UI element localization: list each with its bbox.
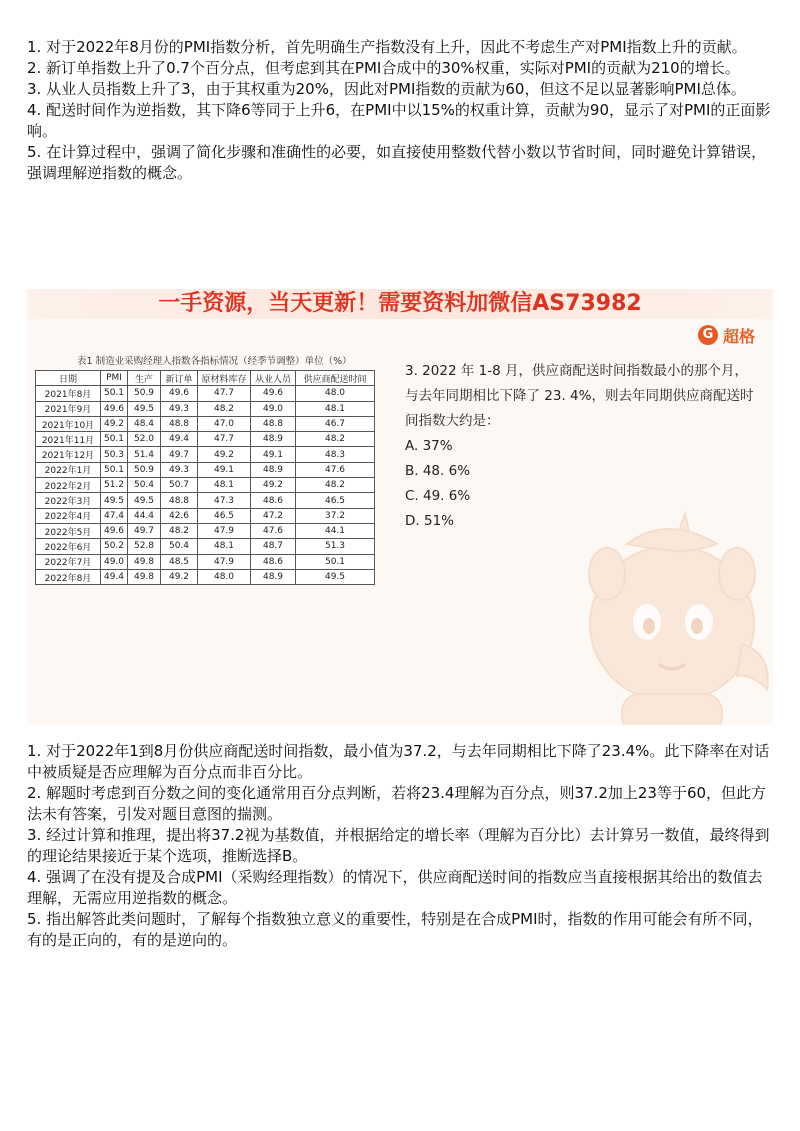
table-cell: 49.2 (198, 447, 251, 462)
table-cell: 49.6 (101, 523, 128, 538)
column-header: 从业人员 (251, 371, 296, 386)
table-cell: 48.6 (251, 554, 296, 569)
table-row (36, 462, 375, 477)
table-header-row (36, 371, 375, 386)
table-cell: 49.3 (161, 401, 198, 416)
note-paragraph: 2. 解题时考虑到百分数之间的变化通常用百分点判断，若将23.4理解为百分点，则37.2加上23等于60，但此方法未有答案，引发对题目意图的揣测。 (27, 784, 767, 823)
table-cell: 47.9 (198, 554, 251, 569)
table-cell: 51.4 (128, 447, 161, 462)
table-cell: 47.9 (198, 523, 251, 538)
table-row (36, 386, 375, 401)
table-cell: 50.9 (128, 462, 161, 477)
table-cell: 48.8 (251, 416, 296, 431)
table-row (36, 569, 375, 584)
table-cell: 48.2 (198, 401, 251, 416)
table-cell: 49.6 (161, 386, 198, 401)
table-cell: 49.1 (251, 447, 296, 462)
note-paragraph: 3. 经过计算和推理，提出将37.2视为基数值，并根据给定的增长率（理解为百分比）去计算另一数值，最终得到的理论结果接近于某个选项，推断选择B。 (27, 826, 770, 865)
table-cell: 48.9 (251, 462, 296, 477)
note-paragraph: 3. 从业人员指数上升了3，由于其权重为20%，因此对PMI指数的贡献为60，但这不足以显著影响PMI总体。 (27, 80, 746, 98)
table-cell: 49.8 (128, 569, 161, 584)
answer-option: C. 49. 6% (405, 488, 471, 504)
row-date-cell: 2022年3月 (36, 493, 101, 508)
row-date-cell: 2022年4月 (36, 508, 101, 523)
pmi-data-table (35, 370, 375, 585)
note-paragraph: 2. 新订单指数上升了0.7个百分点，但考虑到其在PMI合成中的30%权重，实际对PMI的贡献为210的增长。 (27, 59, 740, 77)
table-cell: 49.2 (251, 478, 296, 493)
table-cell: 48.4 (128, 416, 161, 431)
table-cell: 46.5 (198, 508, 251, 523)
table-cell: 49.4 (101, 569, 128, 584)
table-cell: 50.1 (101, 386, 128, 401)
table-cell: 49.0 (101, 554, 128, 569)
table-cell: 51.2 (101, 478, 128, 493)
table-cell: 46.5 (296, 493, 375, 508)
note-paragraph: 5. 在计算过程中，强调了简化步骤和准确性的必要，如直接使用整数代替小数以节省时间，同时避免计算错误，强调理解逆指数的概念。 (27, 143, 767, 182)
table-row (36, 493, 375, 508)
table-cell: 48.1 (198, 539, 251, 554)
table-row (36, 508, 375, 523)
brand-logo-text: 超格 (722, 326, 755, 346)
table-cell: 48.1 (198, 478, 251, 493)
table-cell: 50.4 (161, 539, 198, 554)
table-cell: 49.2 (161, 569, 198, 584)
table-cell: 49.0 (251, 401, 296, 416)
row-date-cell: 2021年12月 (36, 447, 101, 462)
column-header: 日期 (36, 371, 101, 386)
answer-option: B. 48. 6% (405, 463, 471, 479)
note-paragraph: 1. 对于2022年8月份的PMI指数分析，首先明确生产指数没有上升，因此不考虑生产对PMI指数上升的贡献。 (27, 38, 747, 56)
table-cell: 42.6 (161, 508, 198, 523)
note-paragraph: 4. 配送时间作为逆指数，其下降6等同于上升6，在PMI中以15%的权重计算，贡献为90，显示了对PMI的正面影响。 (27, 101, 771, 140)
table-cell: 44.4 (128, 508, 161, 523)
table-cell: 47.2 (251, 508, 296, 523)
row-date-cell: 2022年7月 (36, 554, 101, 569)
row-date-cell: 2021年8月 (36, 386, 101, 401)
summary-notes-bottom (27, 741, 775, 951)
table-cell: 50.2 (101, 539, 128, 554)
table-cell: 37.2 (296, 508, 375, 523)
note-paragraph: 4. 强调了在没有提及合成PMI（采购经理指数）的情况下，供应商配送时间的指数应当直接根据其给出的数值去理解，无需应用逆指数的概念。 (27, 868, 763, 907)
table-cell: 46.7 (296, 416, 375, 431)
table-cell: 47.7 (198, 432, 251, 447)
row-date-cell: 2021年10月 (36, 416, 101, 431)
note-paragraph: 5. 指出解答此类问题时，了解每个指数独立意义的重要性，特别是在合成PMI时，指数的作用可能会有所不同，有的是正向的，有的是逆向的。 (27, 910, 763, 949)
table-cell: 50.1 (296, 554, 375, 569)
table-cell: 50.7 (161, 478, 198, 493)
table-cell: 48.1 (296, 401, 375, 416)
question-image-card (27, 289, 773, 725)
table-row (36, 432, 375, 447)
table-cell: 47.6 (251, 523, 296, 538)
table-cell: 47.6 (296, 462, 375, 477)
table-cell: 49.2 (101, 416, 128, 431)
column-header: 生产 (128, 371, 161, 386)
table-cell: 47.3 (198, 493, 251, 508)
table-row (36, 478, 375, 493)
table-row (36, 554, 375, 569)
table-cell: 49.4 (161, 432, 198, 447)
table-cell: 50.1 (101, 432, 128, 447)
table-cell: 47.7 (198, 386, 251, 401)
table-cell: 44.1 (296, 523, 375, 538)
table-row (36, 523, 375, 538)
table-cell: 52.8 (128, 539, 161, 554)
table-cell: 48.2 (296, 478, 375, 493)
brand-logo-icon: G (698, 325, 718, 345)
table-row (36, 401, 375, 416)
row-date-cell: 2022年5月 (36, 523, 101, 538)
row-date-cell: 2022年1月 (36, 462, 101, 477)
table-cell: 49.5 (296, 569, 375, 584)
table-cell: 49.5 (101, 493, 128, 508)
table-cell: 49.5 (128, 401, 161, 416)
table-cell: 49.6 (101, 401, 128, 416)
answer-option: A. 37% (405, 438, 453, 454)
unicorn-mascot-watermark (567, 504, 773, 725)
table-cell: 49.8 (128, 554, 161, 569)
promo-banner: 一手资源，当天更新！需要资料加微信AS73982 (27, 289, 773, 319)
table-body (36, 386, 375, 585)
table-cell: 48.3 (296, 447, 375, 462)
table-cell: 49.5 (128, 493, 161, 508)
row-date-cell: 2021年9月 (36, 401, 101, 416)
table-cell: 51.3 (296, 539, 375, 554)
column-header: 新订单 (161, 371, 198, 386)
table-cell: 49.1 (198, 462, 251, 477)
table-cell: 48.6 (251, 493, 296, 508)
table-cell: 48.9 (251, 569, 296, 584)
table-cell: 48.8 (161, 416, 198, 431)
table-cell: 50.4 (128, 478, 161, 493)
brand-logo (698, 323, 755, 347)
table-caption: 表1 制造业采购经理人指数各指标情况（经季节调整）单位（%） (77, 356, 352, 367)
table-cell: 50.9 (128, 386, 161, 401)
table-cell: 48.5 (161, 554, 198, 569)
table-cell: 48.2 (161, 523, 198, 538)
summary-notes-top (27, 37, 775, 184)
note-paragraph: 1. 对于2022年1到8月份供应商配送时间指数，最小值为37.2，与去年同期相比下降了23.4%。此下降率在对话中被质疑是否应理解为百分点而非百分比。 (27, 742, 770, 781)
table-cell: 49.7 (161, 447, 198, 462)
table-cell: 47.4 (101, 508, 128, 523)
table-cell: 47.0 (198, 416, 251, 431)
table-cell: 48.7 (251, 539, 296, 554)
table-cell: 48.0 (198, 569, 251, 584)
row-date-cell: 2022年8月 (36, 569, 101, 584)
question-stem: 3. 2022 年 1-8 月，供应商配送时间指数最小的那个月，与去年同期相比下降了 23. 4%，则去年同期供应商配送时间指数大约是： (405, 363, 754, 429)
table-cell: 50.1 (101, 462, 128, 477)
answer-option: D. 51% (405, 513, 454, 529)
table-cell: 48.0 (296, 386, 375, 401)
column-header: 供应商配送时间 (296, 371, 375, 386)
table-cell: 50.3 (101, 447, 128, 462)
table-cell: 52.0 (128, 432, 161, 447)
table-cell: 48.2 (296, 432, 375, 447)
table-cell: 49.3 (161, 462, 198, 477)
table-row (36, 416, 375, 431)
row-date-cell: 2022年6月 (36, 539, 101, 554)
column-header: PMI (101, 371, 128, 386)
table-row (36, 447, 375, 462)
table-cell: 48.9 (251, 432, 296, 447)
table-cell: 48.8 (161, 493, 198, 508)
column-header: 原材料库存 (198, 371, 251, 386)
table-row (36, 539, 375, 554)
table-cell: 49.6 (251, 386, 296, 401)
table-cell: 49.7 (128, 523, 161, 538)
row-date-cell: 2021年11月 (36, 432, 101, 447)
row-date-cell: 2022年2月 (36, 478, 101, 493)
